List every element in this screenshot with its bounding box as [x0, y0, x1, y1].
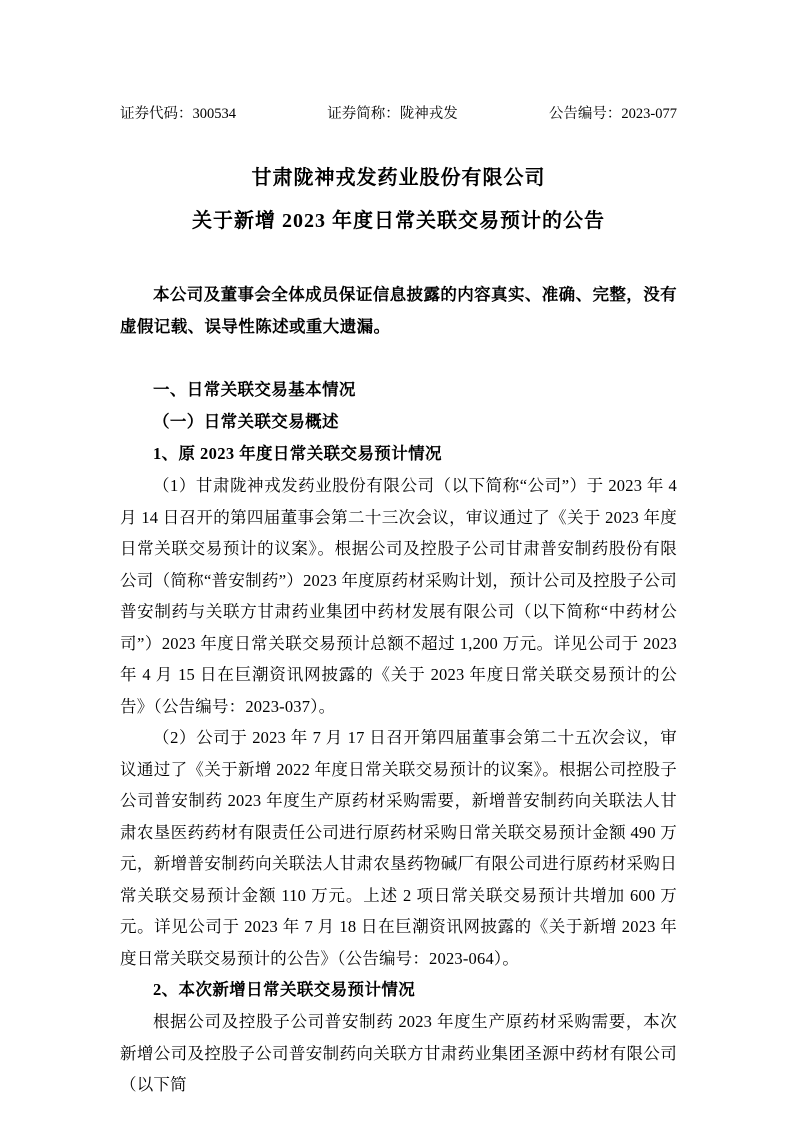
announcement-number-text: 公告编号：2023-077	[548, 106, 677, 122]
stock-name-text: 证券简称：陇神戎发	[327, 106, 458, 122]
item-heading-new-estimate: 2、本次新增日常关联交易预计情况	[153, 980, 416, 999]
subsection-heading-overview: （一）日常关联交易概述	[153, 412, 339, 431]
document-title-subject: 关于新增 2023 年度日常关联交易预计的公告	[192, 210, 605, 232]
paragraph-original-estimate-2: （2）公司于 2023 年 7 月 17 日召开第四届董事会第二十五次会议，审议通过了《关于新增 2022 年度日常关联交易预计的议案》。根据公司控股子公司普安制药 2023 年度生产原药材采购需要，新增普安制药向关联法人甘肃农垦医药药材有限责任公司进行原药材采购日常关联交易预计金额 490 万元，新增普安制药向关联法人甘肃农垦药物碱厂有限公司进行原药材采购日常关联交易预计金额 110 万元。上述 2 项日常关联交易预计共增加 600 万元。详见公司于 2023 年 7 月 18 日在巨潮资讯网披露的《关于新增 2023 年度日常关联交易预计的公告》（公告编号：2023-064）。	[120, 728, 677, 968]
section-heading-basic-info: 一、日常关联交易基本情况	[153, 380, 356, 399]
stock-code-text: 证券代码：300534	[120, 106, 236, 122]
document-header	[120, 104, 677, 124]
document-title-company: 甘肃陇神戎发药业股份有限公司	[251, 167, 546, 189]
paragraph-new-estimate: 根据公司及控股子公司普安制药 2023 年度生产原药材采购需要，本次新增公司及控股子公司普安制药向关联方甘肃药业集团圣源中药材有限公司（以下简	[120, 1012, 677, 1094]
paragraph-original-estimate-1: （1）甘肃陇神戎发药业股份有限公司（以下简称“公司”）于 2023 年 4 月 14 日召开的第四届董事会第二十三次会议，审议通过了《关于 2023 年度日常关联交易预计的议案》。根据公司及控股子公司甘肃普安制药股份有限公司（简称“普安制药”）2023 年度原药材采购计划，预计公司及控股子公司普安制药与关联方甘肃药业集团中药材发展有限公司（以下简称“中药材公司”）2023 年度日常关联交易预计总额不超过 1,200 万元。详见公司于 2023 年 4 月 15 日在巨潮资讯网披露的《关于 2023 年度日常关联交易预计的公告》（公告编号：2023-037）。	[120, 476, 677, 716]
item-heading-original-2023-estimate: 1、原 2023 年度日常关联交易预计情况	[153, 444, 442, 463]
board-disclaimer-text: 本公司及董事会全体成员保证信息披露的内容真实、准确、完整，没有虚假记载、误导性陈述或重大遗漏。	[120, 285, 677, 336]
